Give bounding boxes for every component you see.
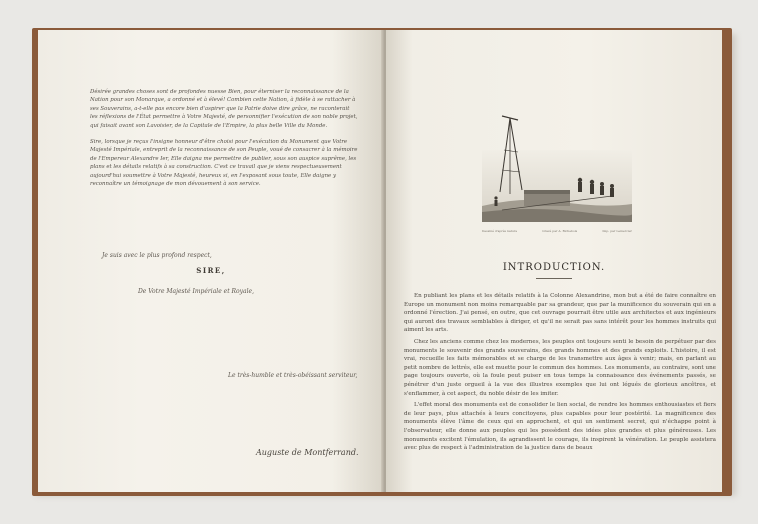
closing-line: Le très-humble et très-obéissant serviteur,	[228, 372, 358, 379]
right-page	[386, 30, 722, 492]
introduction-paragraph-1: En publiant les plans et les détails relatifs à la Colonne Alexandrine, mon but a été de faire connaître en Europe un monument non moins remarquable par sa grandeur, que par la munificence du souverain qui en a ordonné l'érection. J'ai pensé, en outre, que cet ouvrage pourrait être utile aux architectes et aux ingénieurs qui auront des travaux semblables à diriger, et qu'il ne serait pas sans intérêt pour les hommes instruits qui aiment les arts.	[404, 293, 716, 334]
frontispiece-engraving	[482, 110, 632, 222]
left-page	[38, 30, 384, 492]
signature: Auguste de Montferrand.	[256, 448, 359, 457]
introduction-body	[404, 292, 716, 456]
introduction-paragraph-2: Chez les anciens comme chez les modernes, les peuples ont toujours senti le besoin de perpétuer par des monuments le souvenir des grands souverains, des grands hommes et des grands exploits. L'histoire, il est vrai, recueille les faits mémorables et se charge de les transmettre aux âges à venir; mais, en parlant au petit nombre de lettrés, elle est muette pour le commun des hommes. Les monuments, au contraire, sont une page toujours ouverte, où la foule peut puiser en tous temps la connaissance des événements passés, se pénétrer d'un juste orgueil à la vue des illustres exemples que lui ont légués de glorieux ancêtres, et s'enflammer, à cet aspect, du noble désir de les imiter.	[404, 338, 716, 397]
introduction-heading: INTRODUCTION.	[502, 262, 606, 273]
heading-rule	[536, 278, 572, 279]
majesty-line: De Votre Majesté Impériale et Royale,	[138, 288, 255, 295]
engraving-captions	[482, 229, 632, 233]
engraving-caption-3: Imp. par Lemercier	[602, 229, 632, 233]
engraving-caption-2: Gravé par A. Bichebois	[542, 229, 578, 233]
sire-heading: SIRE,	[196, 266, 226, 275]
salutation-line: Je suis avec le plus profond respect,	[102, 252, 212, 259]
dedication-paragraph-1: Désirée grandes choses sont de profondes nuesse Bien, pour éterniser la reconnaissance de la Nation pour son Monarque, a ordonné et à élevé! Combien cette Nation, à fidèle à se rattacher à ses Souverains, a-t-elle pas encore bien d'aspirer que la Patrie doive dire grâce, ne raconterait les réflexions de l'État permettre à Votre Majesté, de personnifier l'exécution de son noble projet, qui faisait avant son Lavoisier, de la Capitale de l'Empire, la plus belle Ville du Monde.	[90, 89, 358, 129]
engraving-caption-1: Dessiné d'après nature	[482, 229, 518, 233]
introduction-paragraph-3: L'effet moral des monuments est de consolider le lien social, de rendre les hommes enthousiastes et fiers de leur pays, plus attachés à leurs concitoyens, plus capables pour leur postérité. La magnificence des monuments élève l'âme de ceux qui en approchent, et qui un sentiment secret, qui n'échappe point à l'observateur, elle donne aux peuples qui les possèdent des idées plus grandes et plus généreuses. Les monuments excitent l'émulation, ils agrandissent le courage, ils inspirent la vénération. Le peuple assistera avec plus de respect à l'administration de la justice dans de beaux	[404, 402, 716, 452]
dedication-paragraph-2: Sire, lorsque je reçus l'insigne honneur d'être choisi pour l'exécution du Monument que Votre Majesté Impériale, entreprit de la reconnaissance de son Peuple, voué de consacrer à la mémoire de l'Empereur Alexandre Ier, Elle daigna me permettre de publier, sous son auspice suprême, les plans et les détails relatifs à sa construction. C'est ce travail que je viens respectueusement aujourd'hui soumettre à Votre Majesté, heureux si, en l'exposant sous toute, Elle daigne y reconnaître un témoignage de mon dévouement à son service.	[90, 139, 358, 188]
